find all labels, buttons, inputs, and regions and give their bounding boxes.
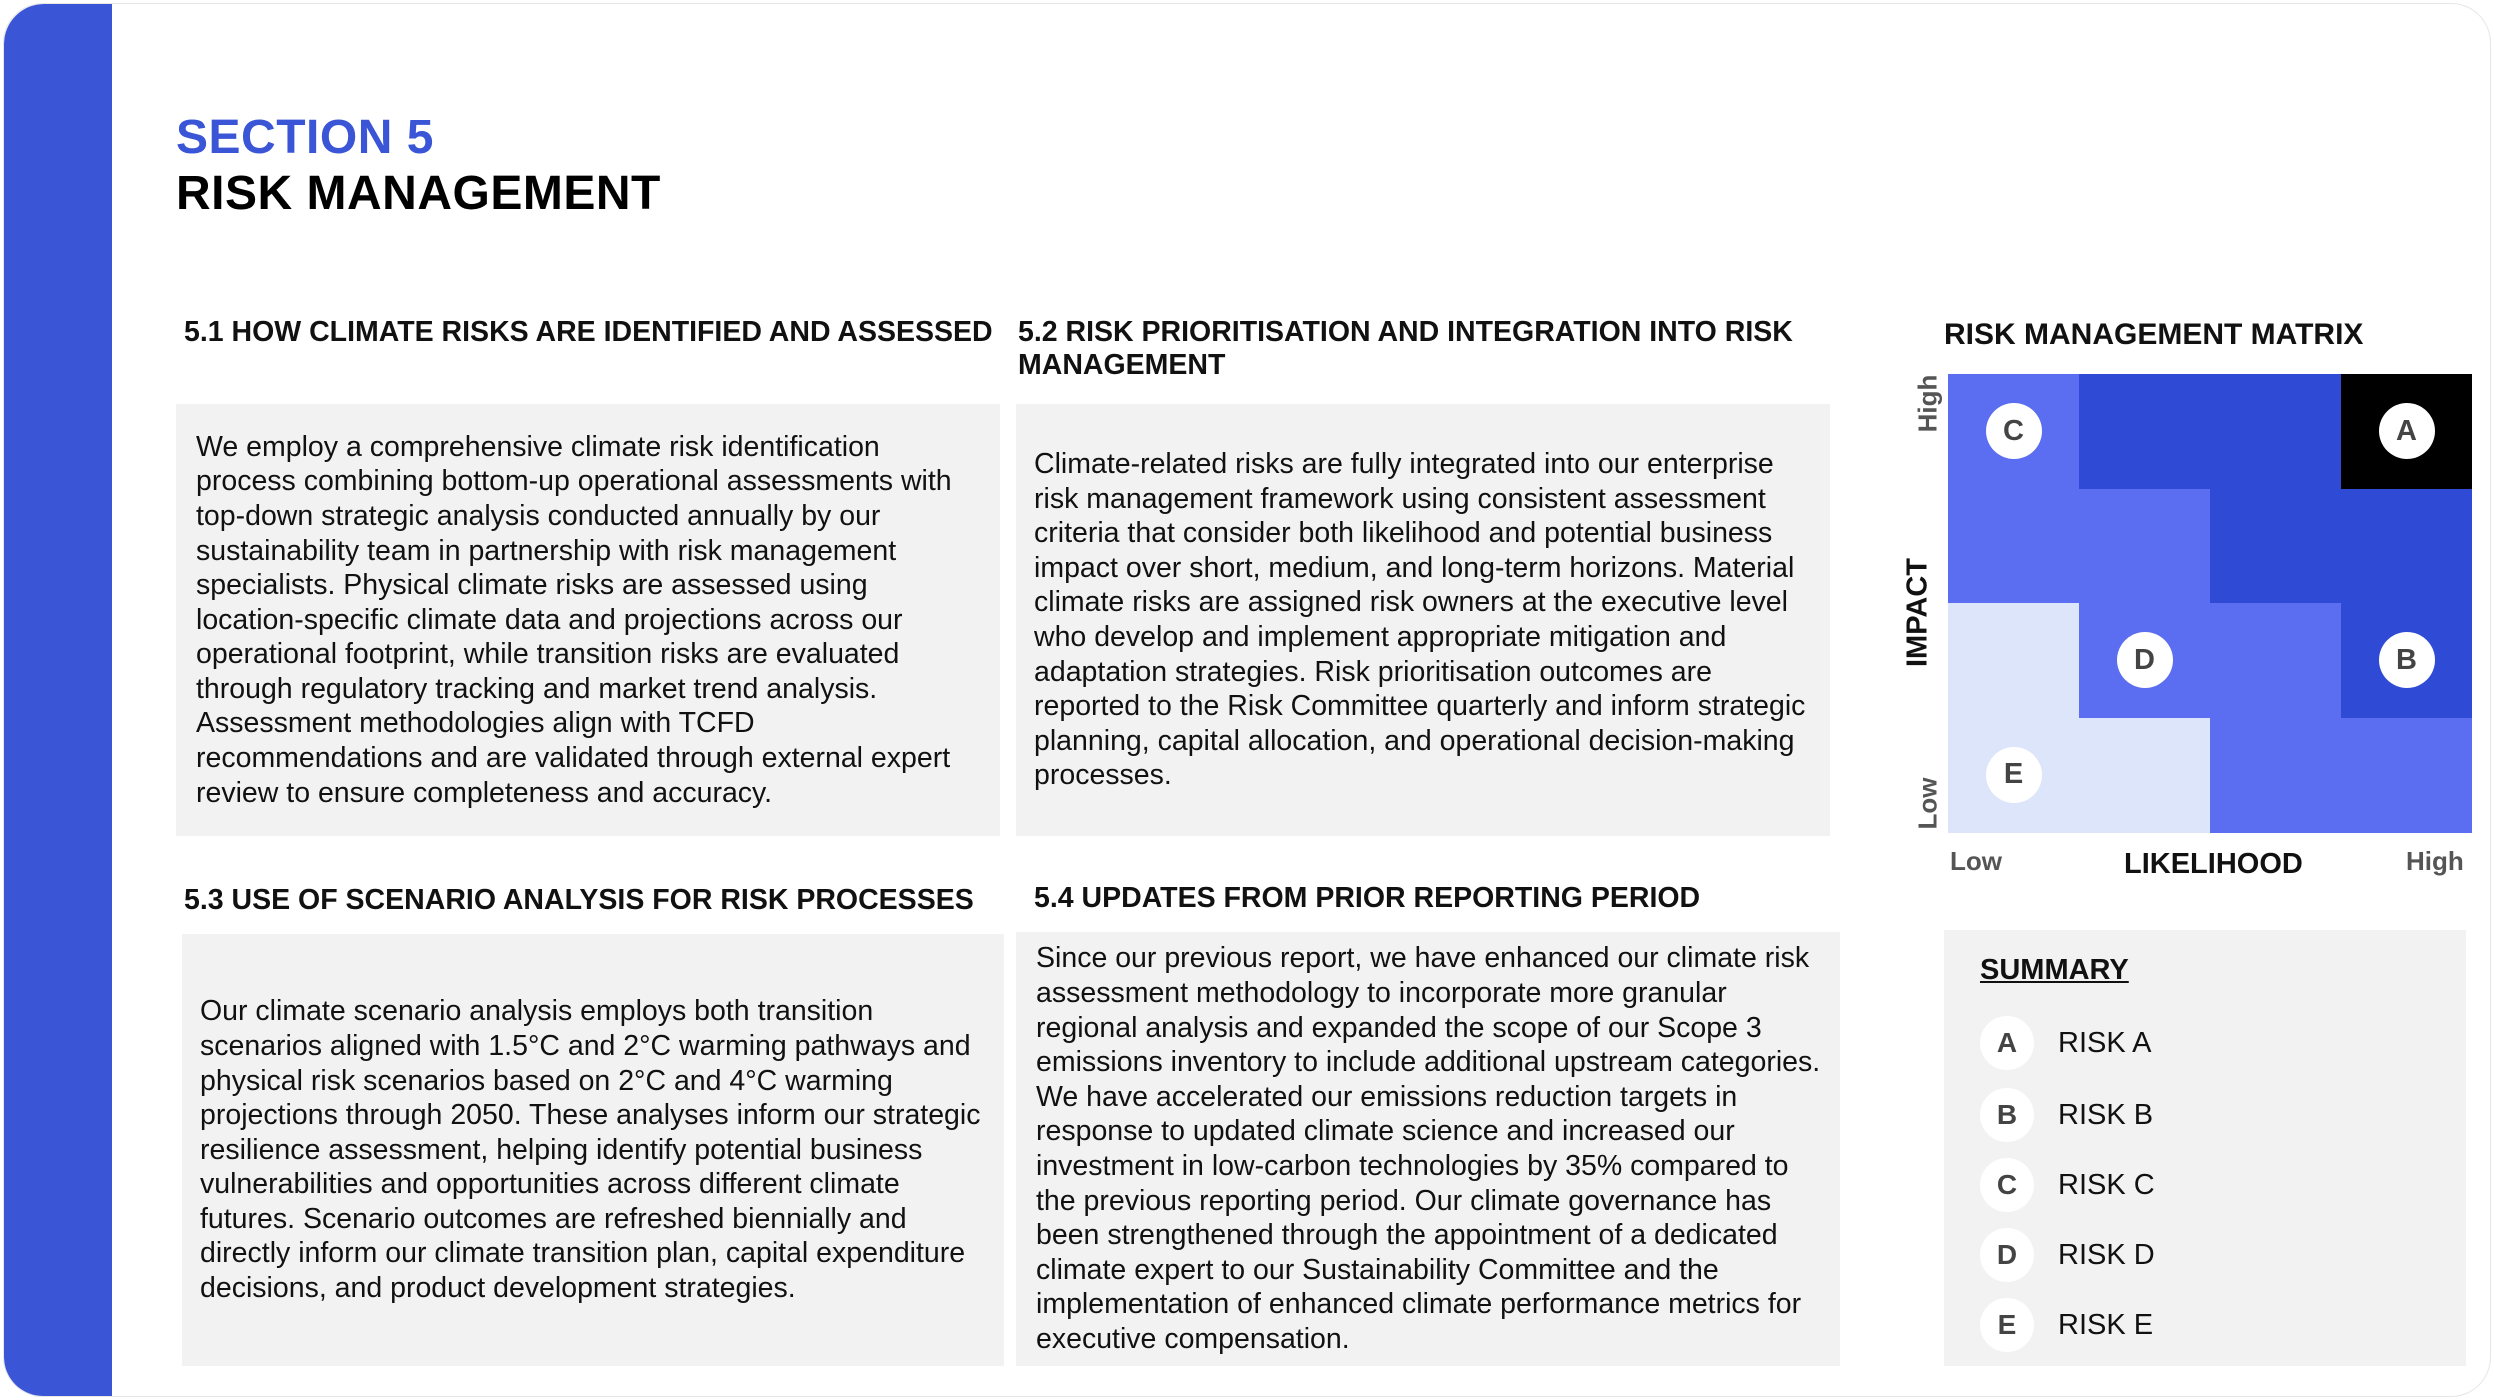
matrix-cell <box>2079 489 2210 604</box>
risk-matrix-grid <box>1948 374 2472 832</box>
summary-item-e <box>1980 1296 2153 1354</box>
summary-item-label: RISK A <box>2058 1026 2152 1059</box>
subsection-body-5-1: We employ a comprehensive climate risk identification process combining bottom-up operational assessments with top-down strategic analysis conducted annually by our sustainability team in partnership with risk management specialists. Physical climate risks are assessed using location-specific climate data and projections across our operational footprint, while transition risks are evaluated through regulatory tracking and market trend analysis. Assessment methodologies align with TCFD recommendations and are validated through external expert review to ensure completeness and accuracy. <box>196 430 952 809</box>
matrix-title: RISK MANAGEMENT MATRIX <box>1944 318 2364 351</box>
matrix-cell <box>2341 489 2472 604</box>
matrix-cell <box>2210 374 2341 489</box>
matrix-cell <box>1948 603 2079 718</box>
subsection-heading-5-2: 5.2 RISK PRIORITISATION AND INTEGRATION INTO RISK MANAGEMENT <box>1018 316 1793 381</box>
subsection-heading-5-4: 5.4 UPDATES FROM PRIOR REPORTING PERIOD <box>1034 882 1701 914</box>
impact-high-label: High <box>1912 374 1943 433</box>
text-panel-5-3 <box>182 934 1004 1366</box>
summary-item-label: RISK B <box>2058 1098 2154 1131</box>
subsection-heading-5-1: 5.1 HOW CLIMATE RISKS ARE IDENTIFIED AND ASSESSED <box>184 316 993 348</box>
subsection-body-5-2: Climate-related risks are fully integrated into our enterprise risk management framework using consistent assessment criteria that consider both likelihood and potential business impact over short, medium, and long-term horizons. Material climate risks are assigned risk owners at the executive level who develop and implement appropriate mitigation and adaptation strategies. Risk prioritisation outcomes are reported to the Risk Committee quarterly and inform strategic planning, capital allocation, and operational decision-making processes. <box>1034 448 1806 792</box>
matrix-cell <box>2341 718 2472 833</box>
likelihood-low-label: Low <box>1950 846 2002 876</box>
risk-badge-c: C <box>1980 1158 2034 1212</box>
text-panel-5-1 <box>176 404 1000 836</box>
risk-badge-e: E <box>1980 1298 2034 1352</box>
matrix-cell <box>2210 489 2341 604</box>
matrix-cell <box>2210 603 2341 718</box>
summary-item-label: RISK E <box>2058 1308 2154 1341</box>
risk-marker-a[interactable]: A <box>2379 403 2435 459</box>
impact-axis-title: IMPACT <box>1901 558 1934 668</box>
subsection-heading-5-3: 5.3 USE OF SCENARIO ANALYSIS FOR RISK PROCESSES <box>184 884 974 916</box>
accent-sidebar-bar <box>4 4 112 1397</box>
text-panel-5-2 <box>1016 404 1830 836</box>
section-label: SECTION 5 <box>176 111 434 164</box>
risk-badge-b: B <box>1980 1088 2034 1142</box>
summary-item-label: RISK D <box>2058 1238 2155 1271</box>
matrix-cell <box>2210 718 2341 833</box>
likelihood-axis-title: LIKELIHOOD <box>2124 848 2303 880</box>
risk-marker-c[interactable]: C <box>1986 403 2042 459</box>
summary-item-label: RISK C <box>2058 1168 2155 1201</box>
subsection-body-5-4: Since our previous report, we have enhanced our climate risk assessment methodology to incorporate more granular regional analysis and expanded the scope of our Scope 3 emissions inventory to include additional upstream categories. We have accelerated our emissions reduction targets in response to updated climate science and increased our investment in low-carbon technologies by 35% compared to the previous reporting period. Our climate governance has been strengthened through the appointment of a dedicated climate expert to our Sustainability Committee and the implementation of enhanced climate performance metrics for executive compensation. <box>1036 942 1821 1355</box>
risk-marker-d[interactable]: D <box>2117 632 2173 688</box>
summary-title: SUMMARY <box>1980 954 2129 986</box>
matrix-cell <box>1948 489 2079 604</box>
summary-item-d <box>1980 1226 2155 1284</box>
impact-low-label: Low <box>1912 777 1943 830</box>
summary-item-b <box>1980 1086 2153 1144</box>
risk-marker-e[interactable]: E <box>1986 747 2042 803</box>
page-title: RISK MANAGEMENT <box>176 167 661 220</box>
summary-panel <box>1944 930 2466 1366</box>
likelihood-high-label: High <box>2406 846 2464 876</box>
risk-badge-a: A <box>1980 1016 2034 1070</box>
risk-badge-d: D <box>1980 1228 2034 1282</box>
text-panel-5-4 <box>1016 932 1840 1366</box>
matrix-cell <box>2079 718 2210 833</box>
summary-item-a <box>1980 1014 2152 1072</box>
risk-marker-b[interactable]: B <box>2379 632 2435 688</box>
subsection-body-5-3: Our climate scenario analysis employs both transition scenarios aligned with 1.5°C and 2°C warming pathways and physical risk scenarios based on 2°C and 4°C warming projections through 2050. These analyses inform our strategic resilience assessment, helping identify potential business vulnerabilities and opportunities across different climate futures. Scenario outcomes are refreshed biennially and directly inform our climate transition plan, capital expenditure decisions, and product development strategies. <box>200 995 981 1305</box>
matrix-cell <box>2079 374 2210 489</box>
summary-item-c <box>1980 1156 2155 1214</box>
